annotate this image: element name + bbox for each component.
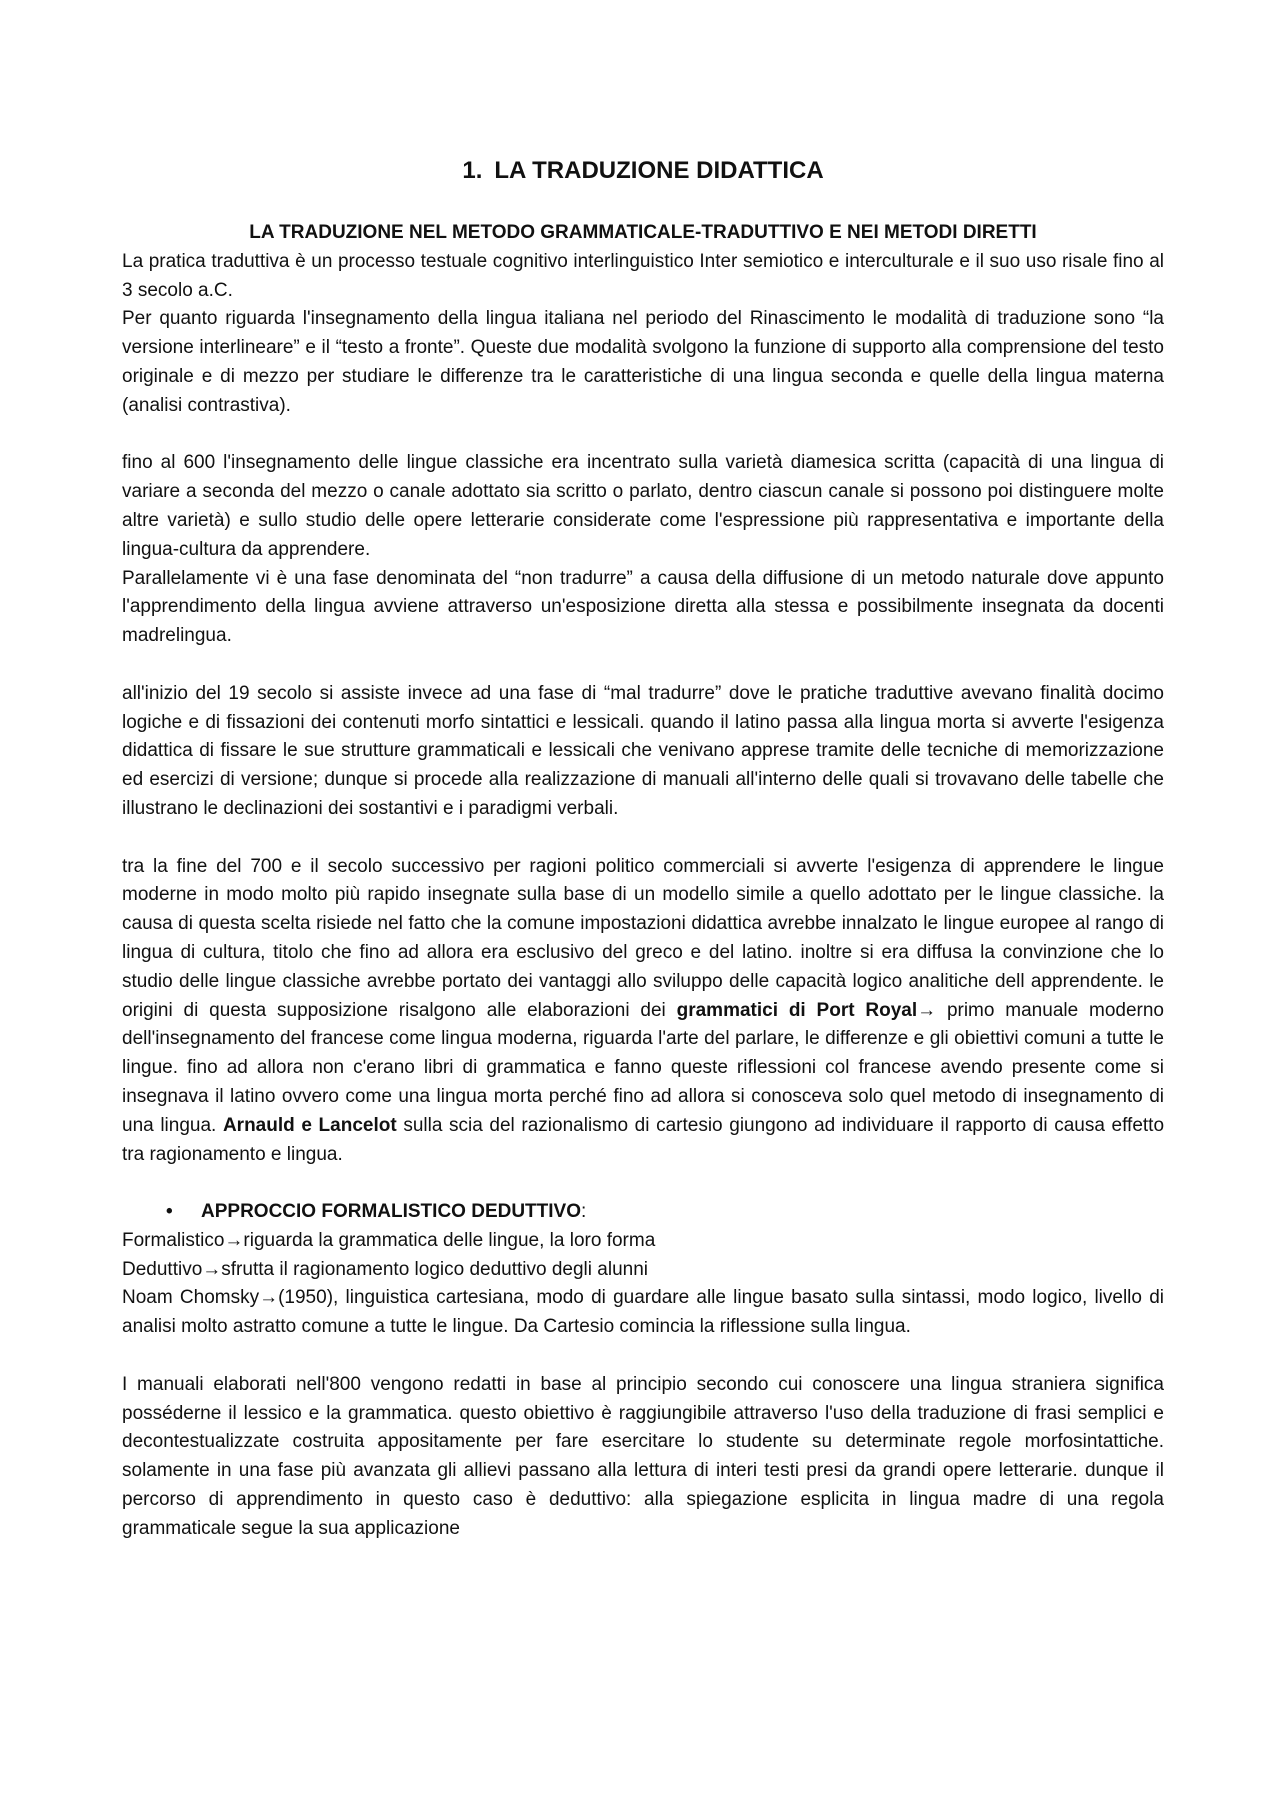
paragraph-2: Per quanto riguarda l'insegnamento della lingua italiana nel periodo del Rinascimento le modalità di traduzione sono “la versione interlineare” e il “testo a fronte”. Queste due modalità svolgono la funzione di supporto alla comprensione del testo originale e di mezzo per studiare le differenze tra le caratteristiche di una lingua seconda e quelle della lingua materna (analisi contrastiva). <box>122 308 1164 416</box>
section-heading <box>122 155 1164 187</box>
line-chomsky <box>122 1284 1164 1342</box>
paragraph-6-part-b: primo manuale moderno dell'insegnamento del francese come lingua moderna, riguarda l'arte del parlare, le differenze e gli obiettivi comuni a tutte le lingue. fino ad allora non c'erano libri di grammatica e fanno queste riflessioni col francese avendo presente come si insegnava il latino ovvero come una lingua morta perché fino ad allora si conosceva solo quel metodo di insegnamento di una lingua. <box>122 999 1164 1136</box>
paragraph-1: La pratica traduttiva è un processo testuale cognitivo interlinguistico Inter semiotico e interculturale e il suo uso risale fino al 3 secolo a.C. <box>122 250 1164 301</box>
formalistico-text: riguarda la grammatica delle lingue, la loro forma <box>243 1229 656 1251</box>
line-deduttivo <box>122 1256 1164 1285</box>
heading-number: 1. <box>462 157 483 184</box>
paragraph-5: all'inizio del 19 secolo si assiste invece ad una fase di “mal tradurre” dove le pratiche traduttive avevano finalità docimo logiche e di fissazioni dei contenuti morfo sintattici e lessicali. quando il latino passa alla lingua morta si avverte l'esigenza didattica di fissare le sue strutture grammaticali e lessicali che venivano apprese tramite delle tecniche di memorizzazione ed esercizi di versione; dunque si procede alla realizzazione di manuali all'interno delle quali si trovavano delle tabelle che illustrano le declinazioni dei sostantivi e i paradigmi verbali. <box>122 682 1164 819</box>
subheading: LA TRADUZIONE NEL METODO GRAMMATICALE-TRADUTTIVO E NEI METODI DIRETTI <box>249 222 1037 243</box>
paragraph-6-part-c: sulla scia del razionalismo di cartesio giungono ad individuare il rapporto di causa effetto tra ragionamento e lingua. <box>122 1114 1165 1165</box>
bullet-title: APPROCCIO FORMALISTICO DEDUTTIVO <box>201 1201 581 1223</box>
line-formalistico <box>122 1227 1164 1256</box>
chomsky-text: (1950), linguistica cartesiana, modo di guardare alle lingue basato sulla sintassi, modo logico, livello di analisi molto astratto comune a tutte le lingue. Da Cartesio comincia la riflessione sulla lingua. <box>122 1287 1164 1338</box>
chomsky-term: Noam Chomsky <box>122 1287 260 1309</box>
bullet-item <box>122 1198 1164 1227</box>
paragraph-4: Parallelamente vi è una fase denominata del “non tradurre” a causa della diffusione di un metodo naturale dove appunto l'apprendimento della lingua avviene attraverso un'esposizione diretta alla stessa e possibilmente insegnata da docenti madrelingua. <box>122 567 1164 647</box>
deduttivo-text: sfrutta il ragionamento logico deduttivo degli alunni <box>221 1258 648 1280</box>
formalistico-term: Formalistico <box>122 1229 225 1251</box>
arrow-icon: → <box>917 999 937 1021</box>
paragraph-6 <box>122 853 1164 1170</box>
paragraph-3: fino al 600 l'insegnamento delle lingue classiche era incentrato sulla varietà diamesica scritta (capacità di una lingua di variare a seconda del mezzo o canale adottato sia scritto o parlato, dentro ciascun canale si possono poi distinguere molte altre varietà) e sullo studio delle opere letterarie considerate come l'espressione più rappresentativa e importante della lingua-cultura da apprendere. <box>122 452 1164 560</box>
deduttivo-term: Deduttivo <box>122 1258 203 1280</box>
arrow-icon: → <box>202 1258 222 1280</box>
arrow-icon: → <box>224 1229 244 1251</box>
paragraph-7: I manuali elaborati nell'800 vengono redatti in base al principio secondo cui conoscere una lingua straniera significa posséderne il lessico e la grammatica. questo obiettivo è raggiungibile attraverso l'uso della traduzione di frasi semplici e decontestualizzate costruita appositamente per fare esercitare lo studente su determinate regole morfosintattiche. solamente in una fase più avanzata gli allievi passano alla lettura di interi testi presi da grandi opere letterarie. dunque il percorso di apprendimento in questo caso è deduttivo: alla spiegazione esplicita in lingua madre di una regola grammaticale segue la sua applicazione <box>122 1373 1164 1539</box>
bullet-icon: • <box>166 1201 173 1223</box>
heading-text: LA TRADUZIONE DIDATTICA <box>494 157 824 184</box>
port-royal-term: grammatici di Port Royal <box>676 999 918 1021</box>
bullet-colon: : <box>581 1201 587 1223</box>
document-page <box>122 155 1164 1544</box>
arrow-icon: → <box>259 1287 279 1309</box>
paragraph-6-part-a: tra la fine del 700 e il secolo successivo per ragioni politico commerciali si avverte l'esigenza di apprendere le lingue moderne in modo molto più rapido insegnate sulla base di un modello simile a quello adottato per le lingue classiche. la causa di questa scelta risiede nel fatto che la comune impostazioni didattica avrebbe innalzato le lingue europee al rango di lingua di cultura, titolo che fino ad allora era esclusivo del greco e del latino. inoltre si era diffusa la convinzione che lo studio delle lingue classiche avrebbe portato dei vantaggi allo sviluppo delle capacità logico analitiche dell apprendente. le origini di questa supposizione risalgono alle elaborazioni dei <box>122 855 1164 1021</box>
arnauld-lancelot-term: Arnauld e Lancelot <box>222 1114 397 1136</box>
